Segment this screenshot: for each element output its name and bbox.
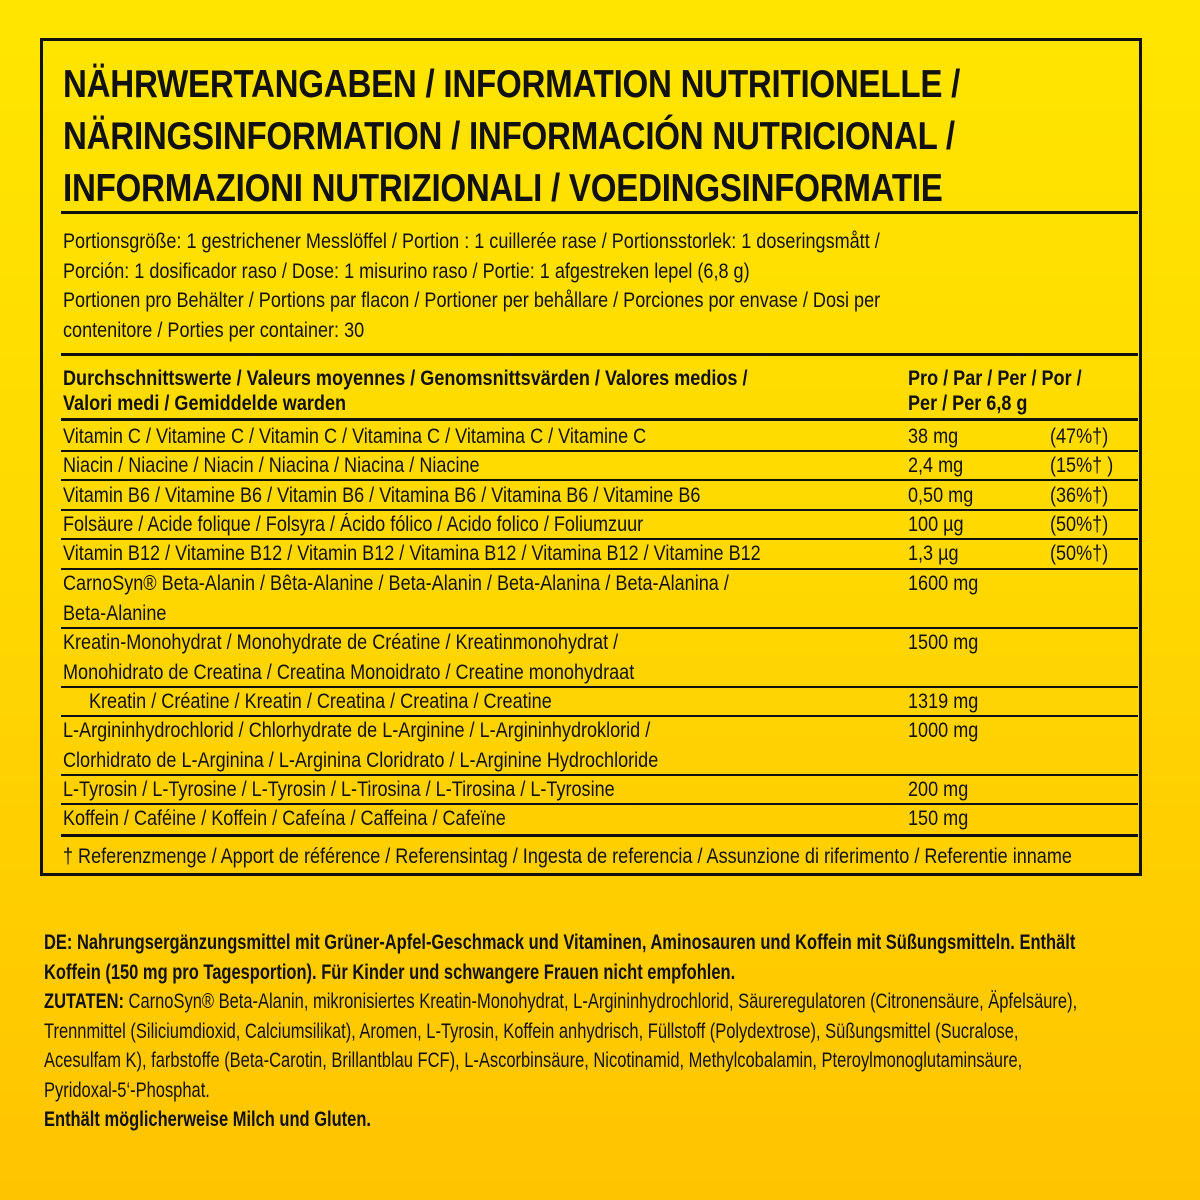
serving-info — [63, 227, 1095, 345]
row-name-beta-alanine — [63, 569, 729, 628]
row-amount-tyrosine: 200 mg — [908, 778, 969, 801]
title-divider — [61, 211, 1138, 214]
row-amount-vitamin-c: 38 mg — [908, 425, 959, 448]
row-amount-creatine: 1319 mg — [908, 690, 979, 713]
row-amount-arginine-hydrochloride: 1000 mg — [908, 719, 979, 742]
table-bottom-divider — [61, 834, 1138, 837]
row-name-folic-acid: Folsäure / Acide folique / Folsyra / Ácido fólico / Acido folico / Foliumzuur — [63, 513, 644, 536]
servings-per-container-line-1: Portionen pro Behälter / Portions par flacon / Portioner per behållare / Porciones por envase / Dosi per — [63, 289, 881, 312]
row-name-niacin: Niacin / Niacine / Niacin / Niacina / Niacina / Niacine — [63, 454, 480, 477]
table-header-average-values — [63, 366, 748, 416]
row-name-tyrosine: L-Tyrosin / L-Tyrosine / L-Tyrosin / L-Tirosina / L-Tirosina / L-Tyrosine — [63, 778, 615, 801]
table-header-per-serving — [908, 366, 1082, 416]
row-name-line-2: Monohidrato de Creatina / Creatina Monoidrato / Creatine monohydraat — [63, 660, 635, 684]
header-right-line-1: Pro / Par / Per / Por / — [908, 367, 1082, 390]
row-name-creatine: Kreatin / Créatine / Kreatin / Creatina / Creatina / Creatine — [89, 690, 552, 713]
de-paragraph — [44, 928, 1088, 987]
row-name-arginine-hydrochloride — [63, 716, 658, 775]
de-label: DE: — [44, 931, 73, 954]
header-left-line-2: Valori medi / Gemiddelde warden — [63, 392, 347, 415]
row-amount-vitamin-b6: 0,50 mg — [908, 484, 974, 507]
row-amount-vitamin-b12: 1,3 µg — [908, 542, 959, 565]
ingredients-text: CarnoSyn® Beta-Alanin, mikronisiertes Kreatin-Monohydrat, L-Argininhydrochlorid, Säureregulatoren (Citronensäure, Äpfelsäure), Trennmittel (Siliciumdioxid, Calciumsilikat), Aromen, L-Tyrosin, Koffein anhydrisch, Füllstoff (Polydextrose), Süßungsmittel (Sucralose, Acesulfam K), farbstoffe (Beta-Carotin, Brillantblau FCF), L-Ascorbinsäure, Nicotinamid, Methylcobalamin, Pteroylmonoglutaminsäure, Pyridoxal-5‘-Phosphat. — [44, 990, 1078, 1102]
row-amount-creatine-monohydrate: 1500 mg — [908, 631, 979, 654]
row-name-line-1: CarnoSyn® Beta-Alanin / Bêta-Alanine / Beta-Alanin / Beta-Alanina / Beta-Alanina / — [63, 572, 729, 595]
servings-per-container-line-2: contenitore / Porties per container: 30 — [63, 318, 365, 342]
row-name-line-2: Beta-Alanine — [63, 601, 167, 625]
serving-size-line-1: Portionsgröße: 1 gestrichener Messlöffel / Portion : 1 cuillerée rase / Portionsstorlek: 1 doseringsmått / — [63, 230, 880, 253]
table-header-divider — [61, 418, 1138, 421]
de-text: Nahrungsergänzungsmittel mit Grüner-Apfel-Geschmack und Vitaminen, Aminosauren und Koffein mit Süßungsmitteln. Enthält Koffein (150 mg pro Tagesportion). Für Kinder und schwangere Frauen nicht empfohlen. — [44, 931, 1076, 984]
reference-footnote: † Referenzmenge / Apport de référence / Referensintag / Ingesta de referencia / Assunzione di riferimento / Referentie inname — [63, 845, 1072, 868]
title-line-2: NÄRINGSINFORMATION / INFORMACIÓN NUTRICIONAL / — [63, 115, 955, 158]
serving-divider — [61, 353, 1138, 356]
row-name-vitamin-b6: Vitamin B6 / Vitamine B6 / Vitamin B6 / Vitamina B6 / Vitamina B6 / Vitamine B6 — [63, 484, 701, 507]
row-amount-beta-alanine: 1600 mg — [908, 572, 979, 595]
title-line-1: NÄHRWERTANGABEN / INFORMATION NUTRITIONELLE / — [63, 63, 961, 106]
row-ref-vitamin-b6: (36%†) — [1050, 484, 1109, 507]
title-line-3: INFORMAZIONI NUTRIZIONALI / VOEDINGSINFORMATIE — [63, 167, 943, 210]
row-ref-vitamin-b12: (50%†) — [1050, 542, 1109, 565]
row-name-creatine-monohydrate — [63, 628, 634, 687]
ingredients-label: ZUTATEN: — [44, 990, 124, 1013]
row-name-vitamin-b12: Vitamin B12 / Vitamine B12 / Vitamin B12 / Vitamina B12 / Vitamina B12 / Vitamine B12 — [63, 542, 761, 565]
ingredients-paragraph — [44, 987, 1088, 1105]
row-ref-niacin: (15%† ) — [1050, 454, 1114, 477]
row-amount-folic-acid: 100 µg — [908, 513, 964, 536]
header-right-line-2: Per / Per 6,8 g — [908, 392, 1028, 415]
serving-size-line-2: Porción: 1 dosificador raso / Dose: 1 misurino raso / Portie: 1 afgestreken lepel (6,8 g) — [63, 259, 750, 283]
row-name-vitamin-c: Vitamin C / Vitamine C / Vitamin C / Vitamina C / Vitamina C / Vitamine C — [63, 425, 647, 448]
product-description — [44, 928, 1088, 1135]
row-name-line-1: Kreatin-Monohydrat / Monohydrate de Créatine / Kreatinmonohydrat / — [63, 631, 619, 654]
header-left-line-1: Durchschnittswerte / Valeurs moyennes / Genomsnittsvärden / Valores medios / — [63, 367, 748, 390]
row-ref-vitamin-c: (47%†) — [1050, 425, 1109, 448]
row-name-caffeine: Koffein / Caféine / Koffein / Cafeína / Caffeina / Cafeïne — [63, 807, 506, 830]
row-amount-niacin: 2,4 mg — [908, 454, 964, 477]
row-name-line-1: L-Argininhydrochlorid / Chlorhydrate de L-Arginine / L-Argininhydroklorid / — [63, 719, 651, 742]
allergen-notice: Enthält möglicherweise Milch und Gluten. — [44, 1108, 371, 1131]
row-name-line-2: Clorhidrato de L-Arginina / L-Arginina Cloridrato / L-Arginine Hydrochloride — [63, 748, 659, 772]
nutrition-facts-panel — [40, 38, 1142, 876]
nutrition-title — [63, 59, 971, 215]
row-amount-caffeine: 150 mg — [908, 807, 969, 830]
row-ref-folic-acid: (50%†) — [1050, 513, 1109, 536]
